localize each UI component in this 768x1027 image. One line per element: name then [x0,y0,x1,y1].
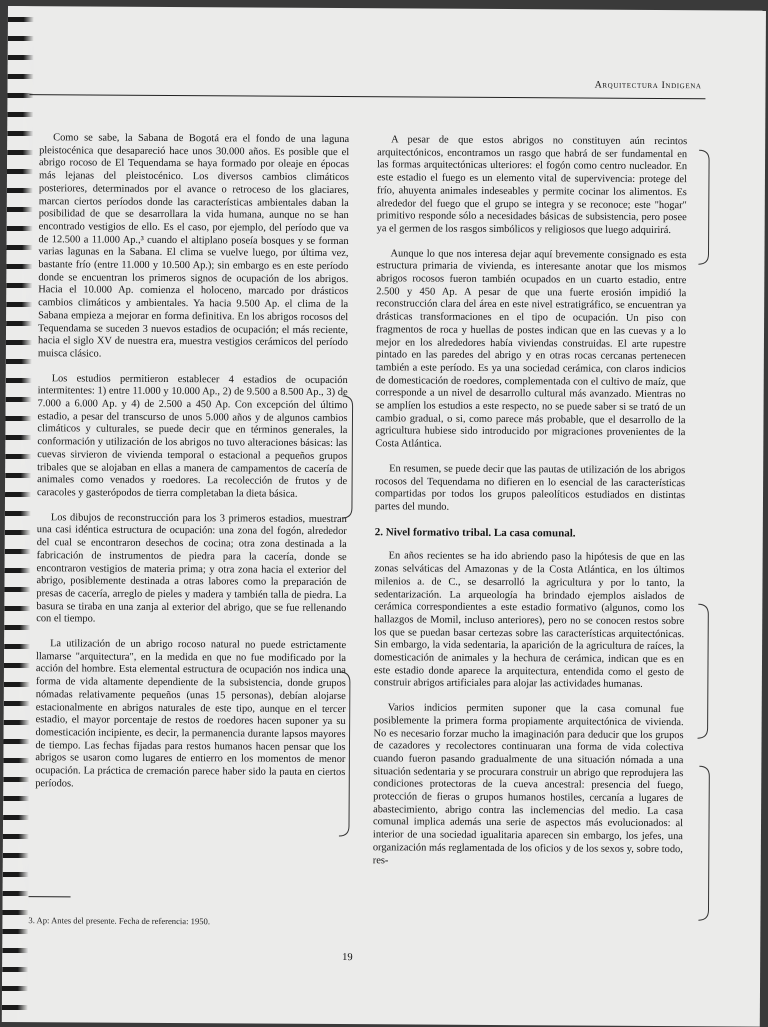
pen-bracket-right-mid [696,602,713,742]
spiral-binding [2,6,34,1022]
pen-bracket-right-low [696,764,713,924]
pen-bracket-left [340,392,357,522]
running-head: Arquitectura Indigena [594,79,702,92]
section-title: 2. Nivel formativo tribal. La casa comunal. [374,525,576,540]
left-paragraph-4: La utilización de un abrigo rocoso natural no puede estrictamente llamarse "arquitectura", en la medida en que no fue modificado por la acción del hombre. Esta elemental estructura de ocupación nos indica una forma de vida altamente dependiente de la subsistencia, donde grupos nómadas relativamente pequeños (unas 15 personas), debían alojarse estacionalmente en abrigos naturales de este tipo, aunque en el tercer estadio, el mayor porcentaje de restos de roedores hacen suponer ya su domesticación incipiente, es decir, la permanencia durante lapsos mayores de tiempo. Las fechas fijadas para restos humanos hacen pensar que los abrigos se usaron como lugares de entierro en los momentos de menor ocupación. La práctica de cremación parece haber sido la pauta en ciertos períodos. [35,638,347,790]
footnote: 3. Ap: Antes del presente. Fecha de referencia: 1950. [28,915,211,927]
pen-bracket-left-low [337,670,354,840]
right-paragraph-1: A pesar de que estos abrigos no constituyen aún recintos arquitectónicos, encontramos un rasgo que habrá de ser fundamental en las formas arquitectónicas ulteriores: el fogón como centro nucleador. En este estadio el fuego es un elemento vital de supervivencia: protege del frío, ahuyenta animales indeseables y permite cocinar los alimentos. Es alrededor del fuego que el grupo se integra y se reconoce; este "hogar" primitivo responde sólo a necesidades básicas de subsistencia, pero posee ya el germen de los rasgos simbólicos y religiosos que luego adquirirá. [376,134,688,236]
left-paragraph-2: Los estudios permitieron establecer 4 estadios de ocupación intermitentes: 1) entre 11.000 y 10.000 Ap., 2) de 9.500 a 8.500 Ap., 3) de 7.000 a 6.000 Ap. y 4) de 2.500 a 450 Ap. Con excepción del último estadio, a pesar del transcurso de unos 5.000 años y de algunos cambios climáticos y culturales, se puede decir que en términos generales, la conformación y utilización de los abrigos no tuvo alteraciones básicas: las cuevas sirvieron de vivienda temporal o estacional a pequeños grupos tribales que se alojaban en ellas a manera de campamentos de cacería de animales como venados y roedores. La recolección de frutos y de caracoles y gasterópodos de tierra completaban la dieta básica. [36,372,348,500]
header-rule [29,94,705,99]
right-paragraph-4: En años recientes se ha ido abriendo paso la hipótesis de que en las zonas selváticas del Amazonas y de la Costa Atlántica, en los últimos milenios a. de C., se desarrolló la agricultura y por lo tanto, la sedentarización. La arqueología ha brindado ejemplos aislados de cerámica correspondientes a este estadio formativo (algunos, como los hallazgos de Momil, incluso anteriores), pero no se conocen restos sobre los que se puedan basar certezas sobre las características arquitectónicas. Sin embargo, la vida sedentaria, la aparición de la agricultura de raíces, la domesticación de animales y la hechura de cerámica, indican que es en este estadio donde aparece la arquitectura, entendida como el gesto de construir abrigos artificiales para alojar las actividades humanas. [373,550,685,691]
page-number: 19 [342,952,353,964]
right-paragraph-5: Varios indicios permiten suponer que la casa comunal fue posiblemente la primera forma propiamente arquitectónica de vivienda. No es necesario forzar mucho la imaginación para deducir que los grupos de cazadores y recolectores continuaran una forma de vida colectiva cuando fueron pasando gradualmente de una situación nómada a una situación sedentaria y se procurara construir un abrigo que reprodujera las condiciones protectoras de la cueva ancestral: presencia del fuego, protección de fieras o grupos humanos hostiles, cercanía a lugares de abastecimiento, abrigo contra las inclemencias del medio. La casa comunal implica además una serie de aspectos más evolucionados: al interior de una sociedad igualitaria aparecen sin embargo, los jefes, una organización más reglamentada de los oficios y de los sexos y, sobre todo, res- [372,702,684,866]
footnote-rule [29,896,71,897]
left-column [35,132,349,804]
left-paragraph-3: Los dibujos de reconstrucción para los 3 primeros estadios, muestran una casi idéntica estructura de ocupación: una zona del fogón, alrededor del cual se encontraron desechos de cocina; otra zona destinada a la fabricación de instrumentos de piedra para la cacería, donde se encontraron vestigios de materia prima; y otra zona hacia el exterior del abrigo, posiblemente destinada a otras labores como la preparación de presas de cacería, arreglo de pieles y madera y también talla de piedra. La basura se tiraba en una zanja al exterior del abrigo, que se fue rellenando con el tiempo. [36,511,347,625]
left-paragraph-1: Como se sabe, la Sabana de Bogotá era el fondo de una laguna pleistocénica que desapareció hace unos 30.000 años. Es posible que el abrigo rocoso de El Tequendama se haya formado por oleaje en épocas más lejanas del pleistocénico. Los diversos cambios climáticos posteriores, determinados por el avance o retroceso de los glaciares, marcan ciertos períodos donde las características ambientales daban la posibilidad de que se desarrollara la vida humana, aunque no se han encontrado vestigios de ello. Es el caso, por ejemplo, del período que va de 12.500 a 11.000 Ap.,³ cuando el altiplano poseía bosques y se forman varias lagunas en la Sabana. El clima se vuelve luego, por última vez, bastante frío (entre 11.000 y 10.500 Ap.); sin embargo es en este período donde se encuentran los primeros signos de ocupación de los abrigos. Hacia el 10.000 Ap. comienza el holoceno, marcado por drásticos cambios climáticos y ambientales. Ya hacia 9.500 Ap. el clima de la Sabana empieza a mejorar en forma definitiva. En los abrigos rocosos del Tequendama se suceden 3 nuevos estadios de ocupación; el más reciente, hacia el siglo XV de nuestra era, muestra vestigios cerámicos del período muisca clásico. [37,132,350,360]
right-column [373,134,688,881]
pen-bracket-right-top [696,148,713,268]
book-page [2,6,766,1027]
right-paragraph-3: En resumen, se puede decir que las pautas de utilización de los abrigos rocosos del Tequendama no difieren en lo esencial de las características compartidas por todos los grupos paleolíticos estudiados en distintas partes del mundo. [374,463,686,513]
right-paragraph-2: Aunque lo que nos interesa dejar aquí brevemente consignado es esta estructura primaria de vivienda, es interesante anotar que los mismos abrigos rocosos fueron también ocupados en un cuarto estadio, entre 2.500 y 450 Ap. A pesar de que una fuerte erosión impidió la reconstrucción clara del área en este nivel estratigráfico, se encuentran ya drásticas transformaciones en el tipo de ocupación. Un piso con fragmentos de roca y huellas de postes indican que en las cuevas y a lo mejor en los alrededores había viviendas construidas. El arte rupestre pintado en las paredes del abrigo y en otras rocas cercanas pertenecen también a este período. Es ya una sociedad cerámica, con claros indicios de domesticación de roedores, complementada con el cultivo de maíz, que corresponde a un nivel de desarrollo cultural más avanzado. Mientras no se amplíen los estudios a este respecto, no se puede saber si se trató de un cambio gradual, o si, como parece más probable, que el desarrollo de la agricultura hubiese sido introducido por migraciones provenientes de la Costa Atlántica. [375,247,687,450]
